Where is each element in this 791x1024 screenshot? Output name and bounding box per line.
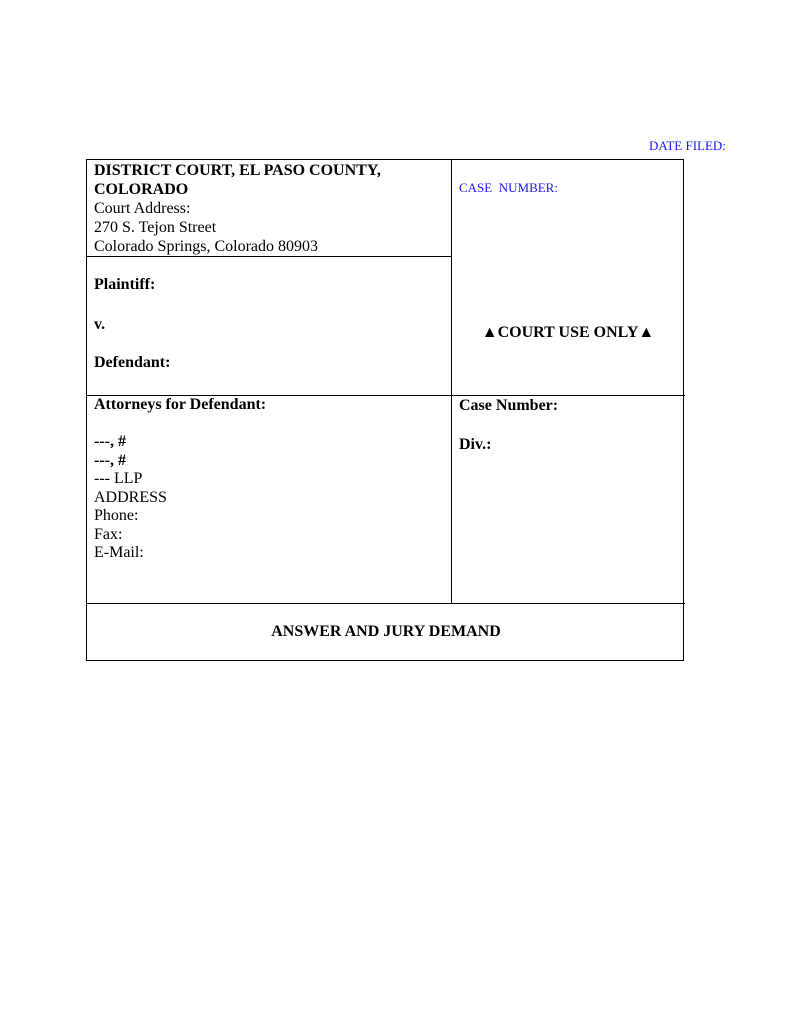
law-firm: --- LLP (94, 470, 143, 487)
case-number-label-blue: CASE NUMBER: (459, 180, 558, 195)
versus-label: v. (94, 316, 106, 333)
attorney-info (94, 396, 266, 563)
fax-label: Fax: (94, 525, 123, 543)
court-city-state-zip: Colorado Springs, Colorado 80903 (94, 238, 318, 255)
document-title: ANSWER AND JURY DEMAND (271, 623, 501, 640)
court-use-only-label: ▲COURT USE ONLY▲ (481, 324, 655, 341)
spacer (94, 415, 266, 434)
attorney-2: ---, # (94, 451, 126, 469)
court-info (94, 161, 381, 256)
court-name-line1: DISTRICT COURT, EL PASO COUNTY, (94, 162, 381, 179)
case-number-field: Case Number: (459, 397, 559, 414)
attorney-1: ---, # (94, 433, 126, 450)
phone-label: Phone: (94, 507, 139, 524)
court-street: 270 S. Tejon Street (94, 219, 217, 236)
attorneys-section-divider (87, 603, 685, 604)
division-field: Div.: (459, 436, 492, 453)
court-name-line2: COLORADO (94, 181, 189, 198)
attorneys-heading: Attorneys for Defendant: (94, 396, 267, 413)
defendant-label: Defendant: (94, 354, 171, 371)
caption-vertical-divider (451, 160, 452, 603)
plaintiff-label: Plaintiff: (94, 276, 156, 293)
firm-address: ADDRESS (94, 488, 167, 506)
date-filed-label: DATE FILED: (649, 138, 726, 153)
court-address-label: Court Address: (94, 200, 191, 217)
case-caption-box (86, 159, 684, 661)
email-label: E-Mail: (94, 544, 144, 561)
court-section-divider (87, 256, 451, 257)
